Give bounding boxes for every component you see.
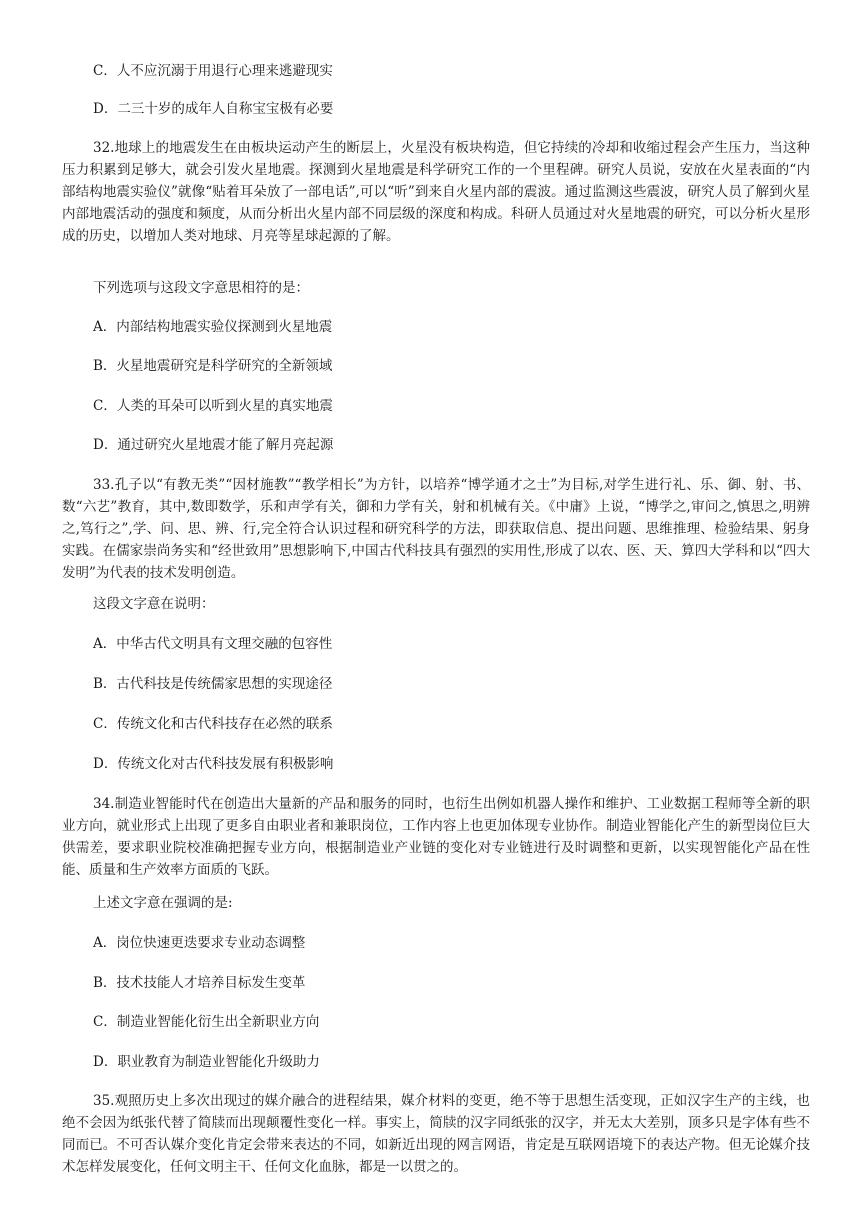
q32-option-a: A．内部结构地震实验仪探测到火星地震 (93, 319, 333, 335)
q34-option-a: A．岗位快速更迭要求专业动态调整 (93, 935, 306, 951)
q32-option-b: B．火星地震研究是科学研究的全新领域 (93, 358, 333, 374)
q33-option-d: D．传统文化对古代科技发展有积极影响 (93, 756, 334, 772)
q32-question: 下列选项与这段文字意思相符的是： (93, 280, 309, 296)
q34-option-d: D．职业教育为制造业智能化升级助力 (93, 1054, 320, 1070)
q32-option-d: D．通过研究火星地震才能了解月亮起源 (93, 437, 334, 453)
q32-option-c: C．人类的耳朵可以听到火星的真实地震 (93, 398, 333, 414)
q35-passage: 35.观照历史上多次出现过的媒介融合的进程结果，媒介材料的变更，绝不等于思想生活变现，正如汉字生产的主线，也绝不会因为纸张代替了简牍而出现颠覆性变化一样。事实上，简牍的汉字同纸张的汉字，并无太大差别，顶多只是字体有些不同而已。不可否认媒介变化肯定会带来表达的不同，如新近出现的网言网语，肯定是互联网语境下的表达产物。但无论媒介技术怎样发展变化，任何文明主干、任何文化血脉，都是一以贯之的。 (62, 1093, 810, 1175)
q34-option-b: B．技术技能人才培养目标发生变革 (93, 975, 306, 991)
q34-passage: 34.制造业智能时代在创造出大量新的产品和服务的同时，也衍生出例如机器人操作和维护、工业数据工程师等全新的职业方向，就业形式上出现了更多自由职业者和兼职岗位，工作内容上也更加体现专业协作。制造业智能化产生的新型岗位巨大供需差，要求职业院校准确把握专业方向，根据制造业产业链的变化对专业链进行及时调整和更新，以实现智能化产品在性能、质量和生产效率方面质的飞跃。 (62, 796, 810, 878)
q34-option-c: C．制造业智能化衍生出全新职业方向 (93, 1014, 320, 1030)
q32-passage: 32.地球上的地震发生在由板块运动产生的断层上，火星没有板块构造，但它持续的冷却和收缩过程会产生压力，当这种压力积累到足够大，就会引发火星地震。探测到火星地震是科学研究工作的一个里程碑。研究人员说，安放在火星表面的“内部结构地震实验仪”就像“贴着耳朵放了一部电话”,可以“听”到来自火星内部的震波。通过监测这些震波，研究人员了解到火星内部地震活动的强度和频度，从而分析出火星内部不同层级的深度和构成。科研人员通过对火星地震的研究，可以分析火星形成的历史，以增加人类对地球、月亮等星球起源的了解。 (62, 140, 810, 244)
q33-question: 这段文字意在说明： (93, 596, 215, 612)
q33-option-a: A．中华古代文明具有文理交融的包容性 (93, 636, 333, 652)
q33-option-c: C．传统文化和古代科技存在必然的联系 (93, 716, 333, 732)
q34-question: 上述文字意在强调的是: (93, 895, 233, 911)
q31-option-c: C．人不应沉溺于用退行心理来逃避现实 (93, 63, 333, 79)
q31-option-d: D．二三十岁的成年人自称宝宝极有必要 (93, 101, 334, 117)
q33-passage: 33.孔子以“有教无类”“因材施教”“教学相长”为方针，以培养“博学通才之士”为目标,对学生进行礼、乐、御、射、书、数“六艺”教育，其中,数即数学，乐和声学有关，御和力学有关，射和机械有关。《中庸》上说，“博学之,审问之,慎思之,明辨之,笃行之”,学、问、思、辨、行,完全符合认识过程和研究科学的方法，即获取信息、提出问题、思维推理、检验结果、躬身实践。在儒家崇尚务实和“经世致用”思想影响下,中国古代科技具有强烈的实用性,形成了以农、医、天、算四大学科和以“四大发明”为代表的技术发明创造。 (62, 477, 810, 581)
q33-option-b: B．古代科技是传统儒家思想的实现途径 (93, 676, 333, 692)
